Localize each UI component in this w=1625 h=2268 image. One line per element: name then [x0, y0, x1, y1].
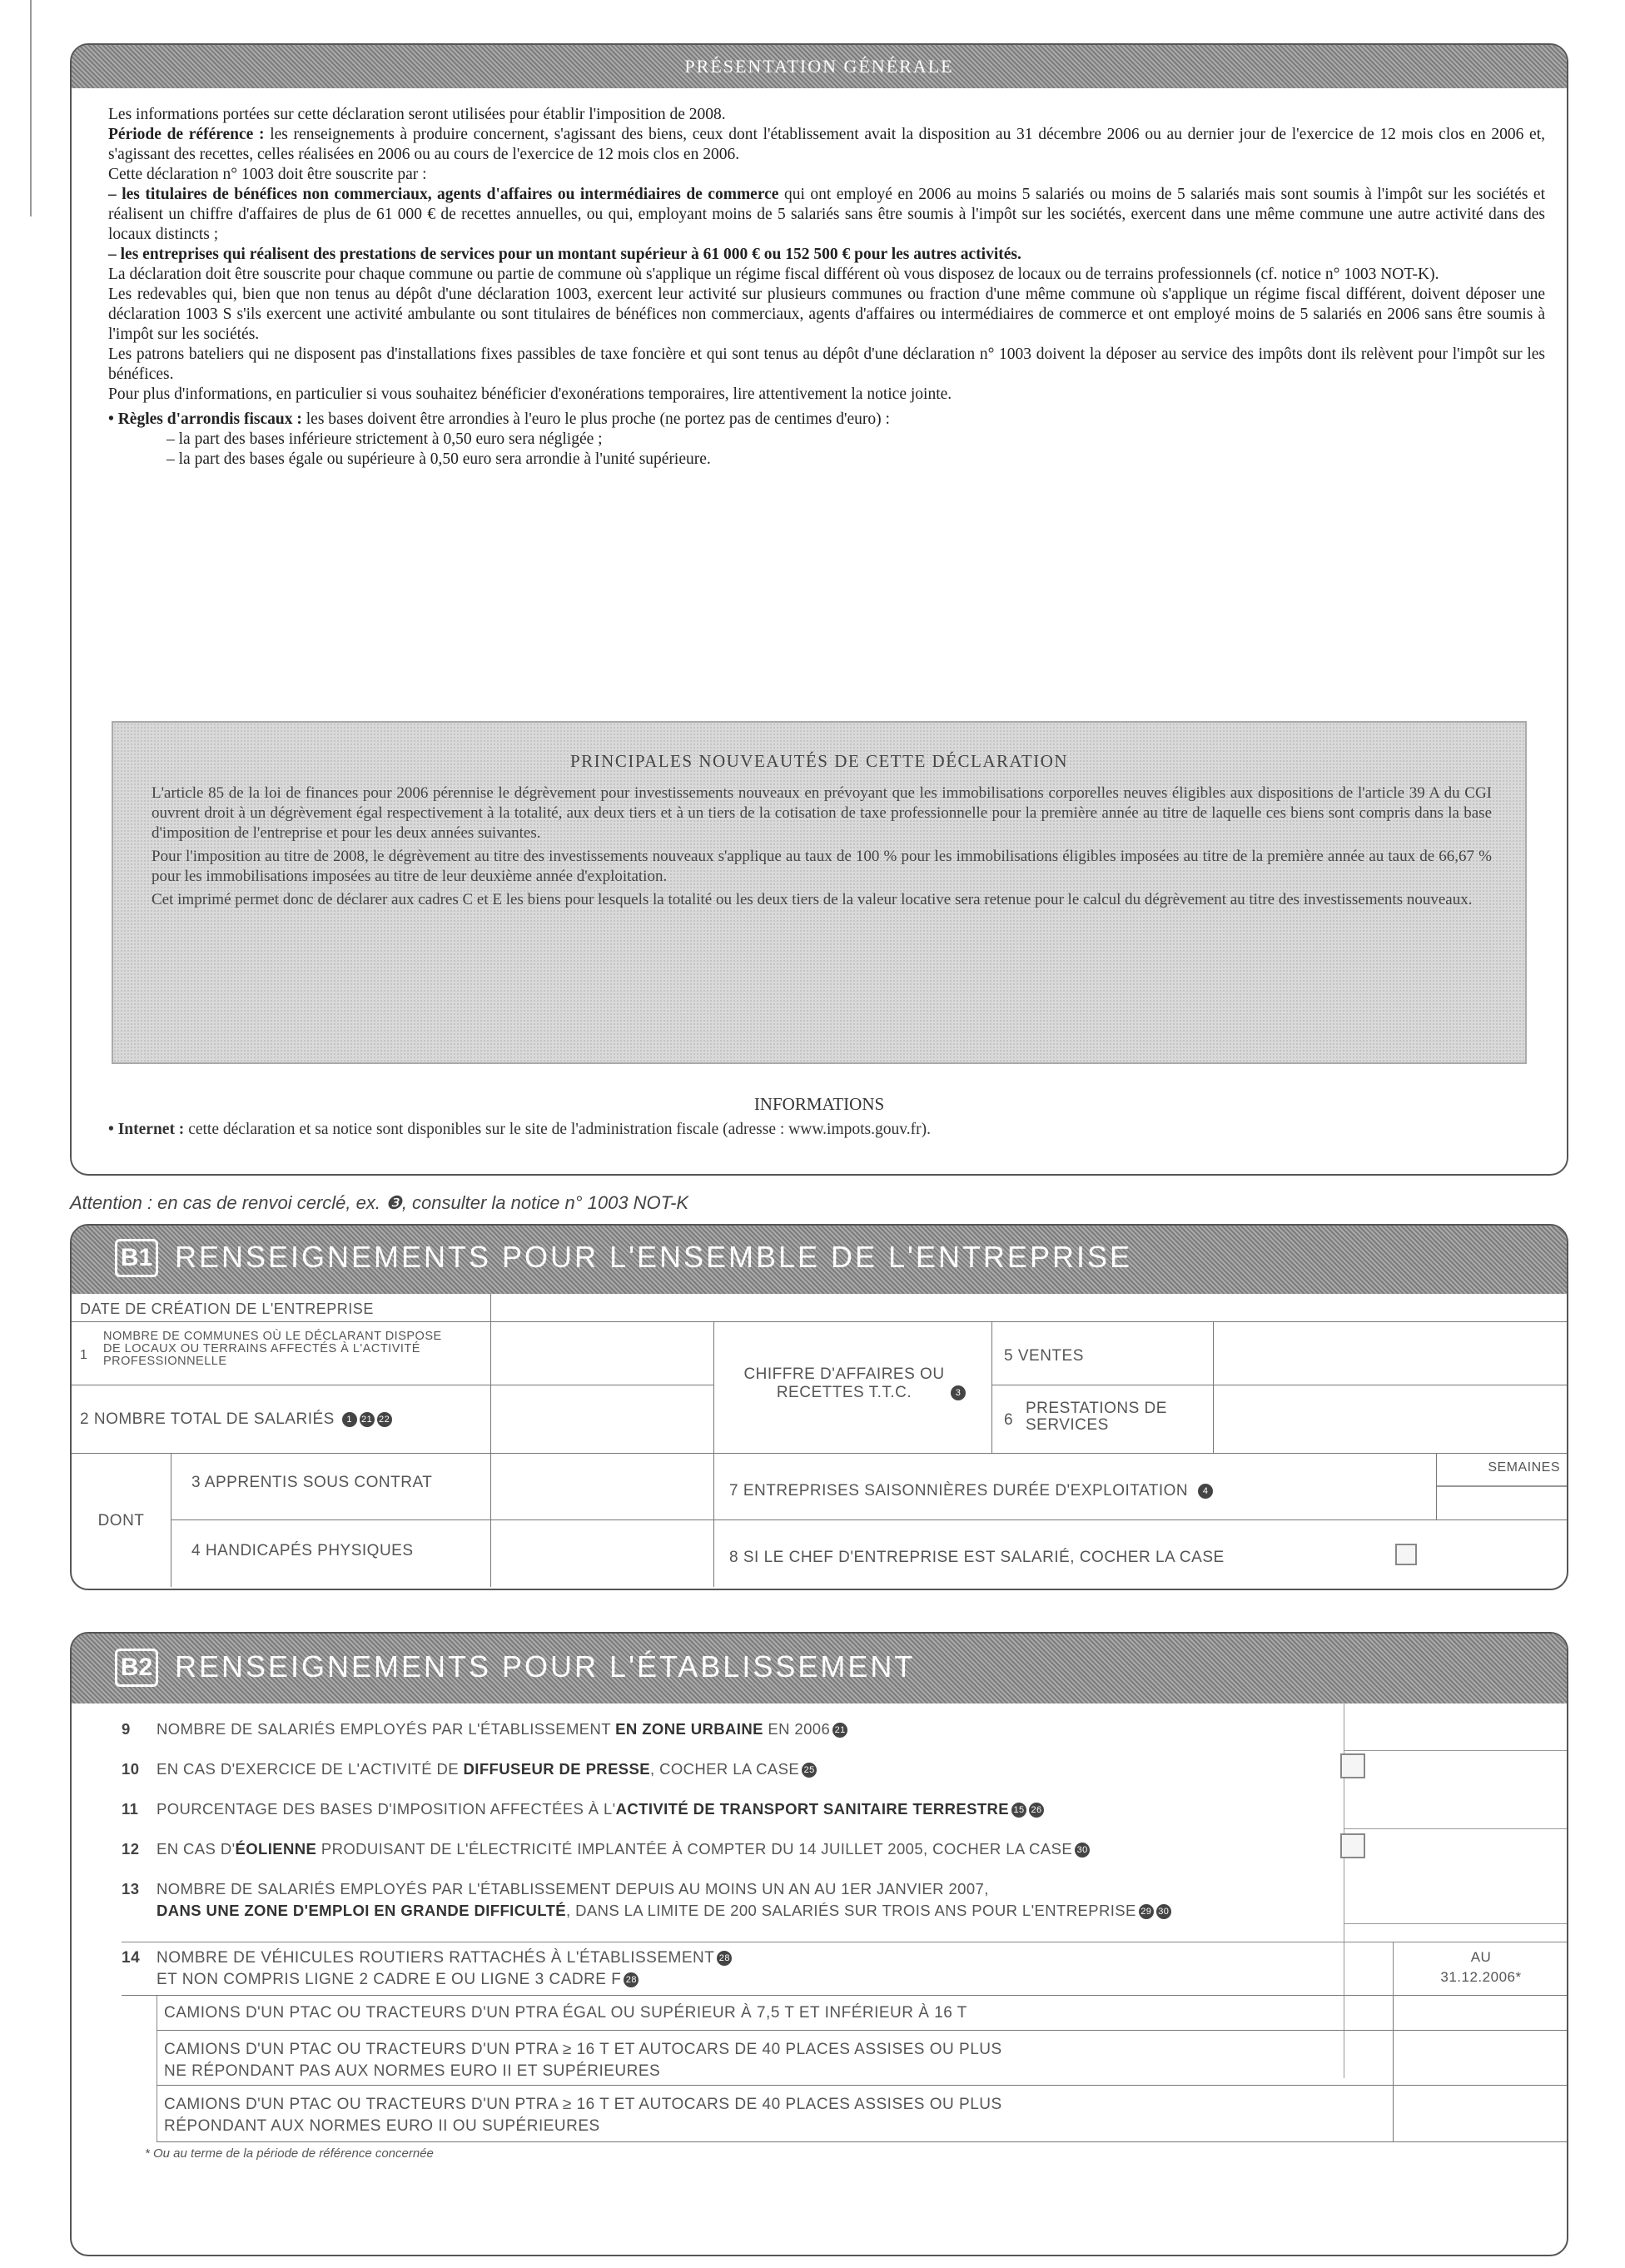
apprentis-field[interactable] [491, 1454, 714, 1520]
attention-note: Attention : en cas de renvoi cerclé, ex. ❸, consulter la notice n° 1003 NOT-K [70, 1192, 689, 1213]
intro-p4: – les titulaires de bénéfices non commerciaux, agents d'affaires ou intermédiaires de commerce qui ont employé en 2006 au moins 5 salariés ou moins de 5 salariés mais sont soumis à l'impôt sur les sociétés et réalisent un chiffre d'affaires de plus de 61 000 € de recettes annuelles, ou qui, employant moins de 5 salariés sans être soumis à l'impôt sur les sociétés, exercent dans une même commune une autre activité dans des locaux distincts ; [108, 186, 1546, 243]
intro-p5: – les entreprises qui réalisent des prestations de services pour un montant supérieur à 61 000 € ou 152 500 € pour les autres activités. [108, 246, 1021, 263]
vehicle-row-3: CAMIONS D'UN PTAC OU TRACTEURS D'UN PTRA ≥ 16 T ET AUTOCARS DE 40 PLACES ASSISES OU PLUS RÉPONDANT AUX NORMES EURO II OU SUPÉRIEURES [157, 2086, 1394, 2142]
presentation-header [72, 45, 1567, 88]
ref-15-icon: 15 [1011, 1803, 1026, 1818]
news-box [112, 721, 1527, 1064]
row-9: 9 NOMBRE DE SALARIÉS EMPLOYÉS PAR L'ÉTABLISSEMENT EN ZONE URBAINE EN 2006 21 [122, 1720, 1542, 1738]
ref-28b-icon: 28 [624, 1972, 639, 1987]
news-p2: Pour l'imposition au titre de 2008, le dégrèvement au titre des investissements nouveaux s'applique au taux de 100 % pour les immobilisations éligibles imposées au titre de la première année au taux de 66,67 % pour les immobilisations imposées au titre de leur deuxième année d'exploitation. [152, 848, 1492, 885]
ref-21-icon: 21 [360, 1412, 375, 1427]
row-13-cont: DANS UNE ZONE D'EMPLOI EN GRANDE DIFFICULTÉ, DANS LA LIMITE DE 200 SALARIÉS SUR TROIS ANS POUR L'ENTREPRISE 29 30 [122, 1902, 1542, 1920]
news-body [152, 783, 1492, 910]
presentation-body [108, 105, 1545, 470]
b2-header [72, 1634, 1567, 1703]
b1-badge: B1 [115, 1239, 158, 1277]
row-14-header: 14 NOMBRE DE VÉHICULES ROUTIERS RATTACHÉS À L'ÉTABLISSEMENT 28 ET NON COMPRIS LIGNE 2 CADRE E OU LIGNE 3 CADRE F 28 [122, 1942, 1394, 1996]
semaines-field[interactable]: SEMAINES [1437, 1454, 1568, 1520]
b1-header [72, 1226, 1567, 1294]
intro-p2: Période de référence : les renseignements à produire concernent, s'agissant des biens, ceux dont l'établissement avait la disposition au 31 décembre 2006 ou au dernier jour de l'exercice de 12 mois clos en 2006 et, s'agissant des recettes, celles réalisées en 2006 ou au cours de l'exercice de 12 mois clos en 2006. [108, 126, 1545, 163]
dont-label: DONT [72, 1454, 171, 1587]
row-9-field[interactable] [1344, 1713, 1568, 1751]
ventes-field[interactable] [1214, 1322, 1568, 1385]
rule-1: – la part des bases inférieure strictement à 0,50 euro sera négligée ; [166, 430, 603, 448]
ca-label: CHIFFRE D'AFFAIRES OU RECETTES T.T.C. 3 [714, 1322, 992, 1454]
ref-22-icon: 22 [377, 1412, 392, 1427]
row-10: 10 EN CAS D'EXERCICE DE L'ACTIVITÉ DE DIFFUSEUR DE PRESSE, COCHER LA CASE 25 [122, 1760, 1542, 1778]
ref-21-icon: 21 [832, 1723, 847, 1738]
vehicle-row-1-field[interactable] [1394, 1996, 1568, 2031]
row-11: 11 POURCENTAGE DES BASES D'IMPOSITION AFFECTÉES À L'ACTIVITÉ DE TRANSPORT SANITAIRE TERRESTRE 15 26 [122, 1800, 1542, 1818]
date-creation-field[interactable] [491, 1294, 1568, 1322]
row-13-field[interactable] [1344, 1887, 1568, 1924]
apprentis-label: 3 APPRENTIS SOUS CONTRAT [171, 1454, 491, 1520]
handicapes-field[interactable] [491, 1520, 714, 1587]
news-p1: L'article 85 de la loi de finances pour 2006 pérennise le dégrèvement pour investissements nouveaux en prévoyant que les immobilisations corporelles neuves éligibles aux dispositions de l'article 39 A du CGI ouvrent droit à un dégrèvement égal respectivement à la totalité, aux deux tiers et à un tiers de la cotisation de taxe professionnelle pour la première année au titre de laquelle ces biens sont compris dans la base d'imposition de l'entreprise et pour les deux années suivantes. [152, 784, 1492, 842]
intro-p1: Les informations portées sur cette déclaration seront utilisées pour établir l'imposition de 2008. [108, 106, 726, 123]
row-12: 12 EN CAS D'ÉOLIENNE PRODUISANT DE L'ÉLECTRICITÉ IMPLANTÉE À COMPTER DU 14 JUILLET 2005, COCHER LA CASE 30 [122, 1840, 1542, 1858]
b1-panel [70, 1224, 1568, 1590]
handicapes-label: 4 HANDICAPÉS PHYSIQUES [171, 1520, 491, 1587]
salaries-total-field[interactable] [491, 1385, 714, 1454]
vehicle-row-2: CAMIONS D'UN PTAC OU TRACTEURS D'UN PTRA ≥ 16 T ET AUTOCARS DE 40 PLACES ASSISES OU PLUS NE RÉPONDANT PAS AUX NORMES EURO II ET SUPÉRIEURES [157, 2031, 1394, 2086]
ref-1-icon: 1 [342, 1412, 357, 1427]
b2-title: RENSEIGNEMENTS POUR L'ÉTABLISSEMENT [175, 1649, 916, 1684]
ref-25-icon: 25 [802, 1763, 817, 1778]
ref-30b-icon: 30 [1156, 1904, 1171, 1919]
row-13: 13 NOMBRE DE SALARIÉS EMPLOYÉS PAR L'ÉTABLISSEMENT DEPUIS AU MOINS UN AN AU 1ER JANVIER 2007, [122, 1880, 989, 1897]
b2-panel [70, 1632, 1568, 2256]
row-12-checkbox[interactable] [1340, 1833, 1365, 1858]
rules: • Règles d'arrondis fiscaux : les bases doivent être arrondies à l'euro le plus proche (ne portez pas de centimes d'euro) : [108, 410, 890, 428]
news-title: PRINCIPALES NOUVEAUTÉS DE CETTE DÉCLARATION [569, 751, 1069, 771]
prestations-field[interactable] [1214, 1385, 1568, 1454]
ref-26-icon: 26 [1029, 1803, 1044, 1818]
info-line: • Internet : cette déclaration et sa notice sont disponibles sur le site de l'administration fiscale (adresse : www.impots.gouv.fr). [108, 1121, 931, 1138]
presentation-title: PRÉSENTATION GÉNÉRALE [684, 56, 954, 77]
au-header: AU 31.12.2006* [1394, 1942, 1568, 1996]
saisonnieres-label: 7 ENTREPRISES SAISONNIÈRES DURÉE D'EXPLOITATION 4 [714, 1454, 1437, 1520]
intro-p6: La déclaration doit être souscrite pour chaque commune ou partie de commune où s'applique un régime fiscal différent où vous disposez de locaux ou de terrains professionnels (cf. notice n° 1003 NOT-K). [108, 266, 1439, 283]
ref-30-icon: 30 [1075, 1843, 1090, 1858]
b1-title: RENSEIGNEMENTS POUR L'ENSEMBLE DE L'ENTREPRISE [175, 1240, 1132, 1274]
vehicle-row-3-field[interactable] [1394, 2086, 1568, 2142]
intro-p8: Les patrons bateliers qui ne disposent pas d'installations fixes passibles de taxe foncière et qui sont tenus au dépôt d'une déclaration n° 1003 doivent la déposer au service des impôts dont ils relèvent pour l'impôt sur les bénéfices. [108, 346, 1545, 383]
news-p3: Cet imprimé permet donc de déclarer aux cadres C et E les biens pour lesquels la totalité ou les deux tiers de la valeur locative sera retenue pour le calcul du dégrèvement au titre des investissements nouveaux. [152, 891, 1473, 908]
intro-p7: Les redevables qui, bien que non tenus au dépôt d'une déclaration 1003, exercent leur activité sur plusieurs communes ou fraction d'une même commune où s'applique un régime fiscal différent, doivent déposer une déclaration 1003 S s'ils exercent une activité ambulante ou sont titulaires de bénéfices non commerciaux, agents d'affaires ou intermédiaires de commerce et ont employé moins de 5 salariés en 2006 sans être soumis à l'impôt sur les sociétés. [108, 286, 1545, 343]
presentation-panel [70, 43, 1568, 1176]
intro-p3: Cette déclaration n° 1003 doit être souscrite par : [108, 166, 427, 183]
date-creation-label: DATE DE CRÉATION DE L'ENTREPRISE [72, 1294, 491, 1322]
intro-p9: Pour plus d'informations, en particulier si vous souhaitez bénéficier d'exonérations temporaires, lire attentivement la notice jointe. [108, 385, 952, 403]
rule-2: – la part des bases égale ou supérieure à 0,50 euro sera arrondie à l'unité supérieure. [166, 450, 711, 468]
b1-grid [72, 1294, 1567, 1589]
chef-salarie-label: 8 SI LE CHEF D'ENTREPRISE EST SALARIÉ, COCHER LA CASE [729, 1549, 1225, 1566]
footnote: * Ou au terme de la période de référence concernée [145, 2146, 434, 2161]
ref-28-icon: 28 [717, 1951, 732, 1966]
vehicle-row-1: CAMIONS D'UN PTAC OU TRACTEURS D'UN PTRA ÉGAL OU SUPÉRIEUR À 7,5 T ET INFÉRIEUR À 16 T [157, 1996, 1394, 2031]
row-11-field[interactable] [1344, 1792, 1568, 1829]
b2-badge: B2 [115, 1649, 158, 1687]
info-title: INFORMATIONS [753, 1094, 885, 1114]
ref-3-icon: 3 [951, 1385, 966, 1400]
prestations-label: 6 PRESTATIONS DE SERVICES [992, 1385, 1214, 1454]
ref-29-icon: 29 [1139, 1904, 1154, 1919]
ventes-label: 5 VENTES [992, 1322, 1214, 1385]
communes-field[interactable] [491, 1322, 714, 1385]
communes-label: 1 NOMBRE DE COMMUNES OÙ LE DÉCLARANT DISPOSE DE LOCAUX OU TERRAINS AFFECTÉS À L'ACTIVITÉ PROFESSIONNELLE [72, 1322, 491, 1385]
vehicle-row-2-field[interactable] [1394, 2031, 1568, 2086]
row-10-checkbox[interactable] [1340, 1753, 1365, 1778]
salaries-total-label: 2 NOMBRE TOTAL DE SALARIÉS 1 21 22 [72, 1385, 491, 1454]
margin-rule [30, 0, 32, 216]
chef-salarie-checkbox[interactable] [1395, 1544, 1417, 1565]
ref-4-icon: 4 [1198, 1484, 1213, 1499]
